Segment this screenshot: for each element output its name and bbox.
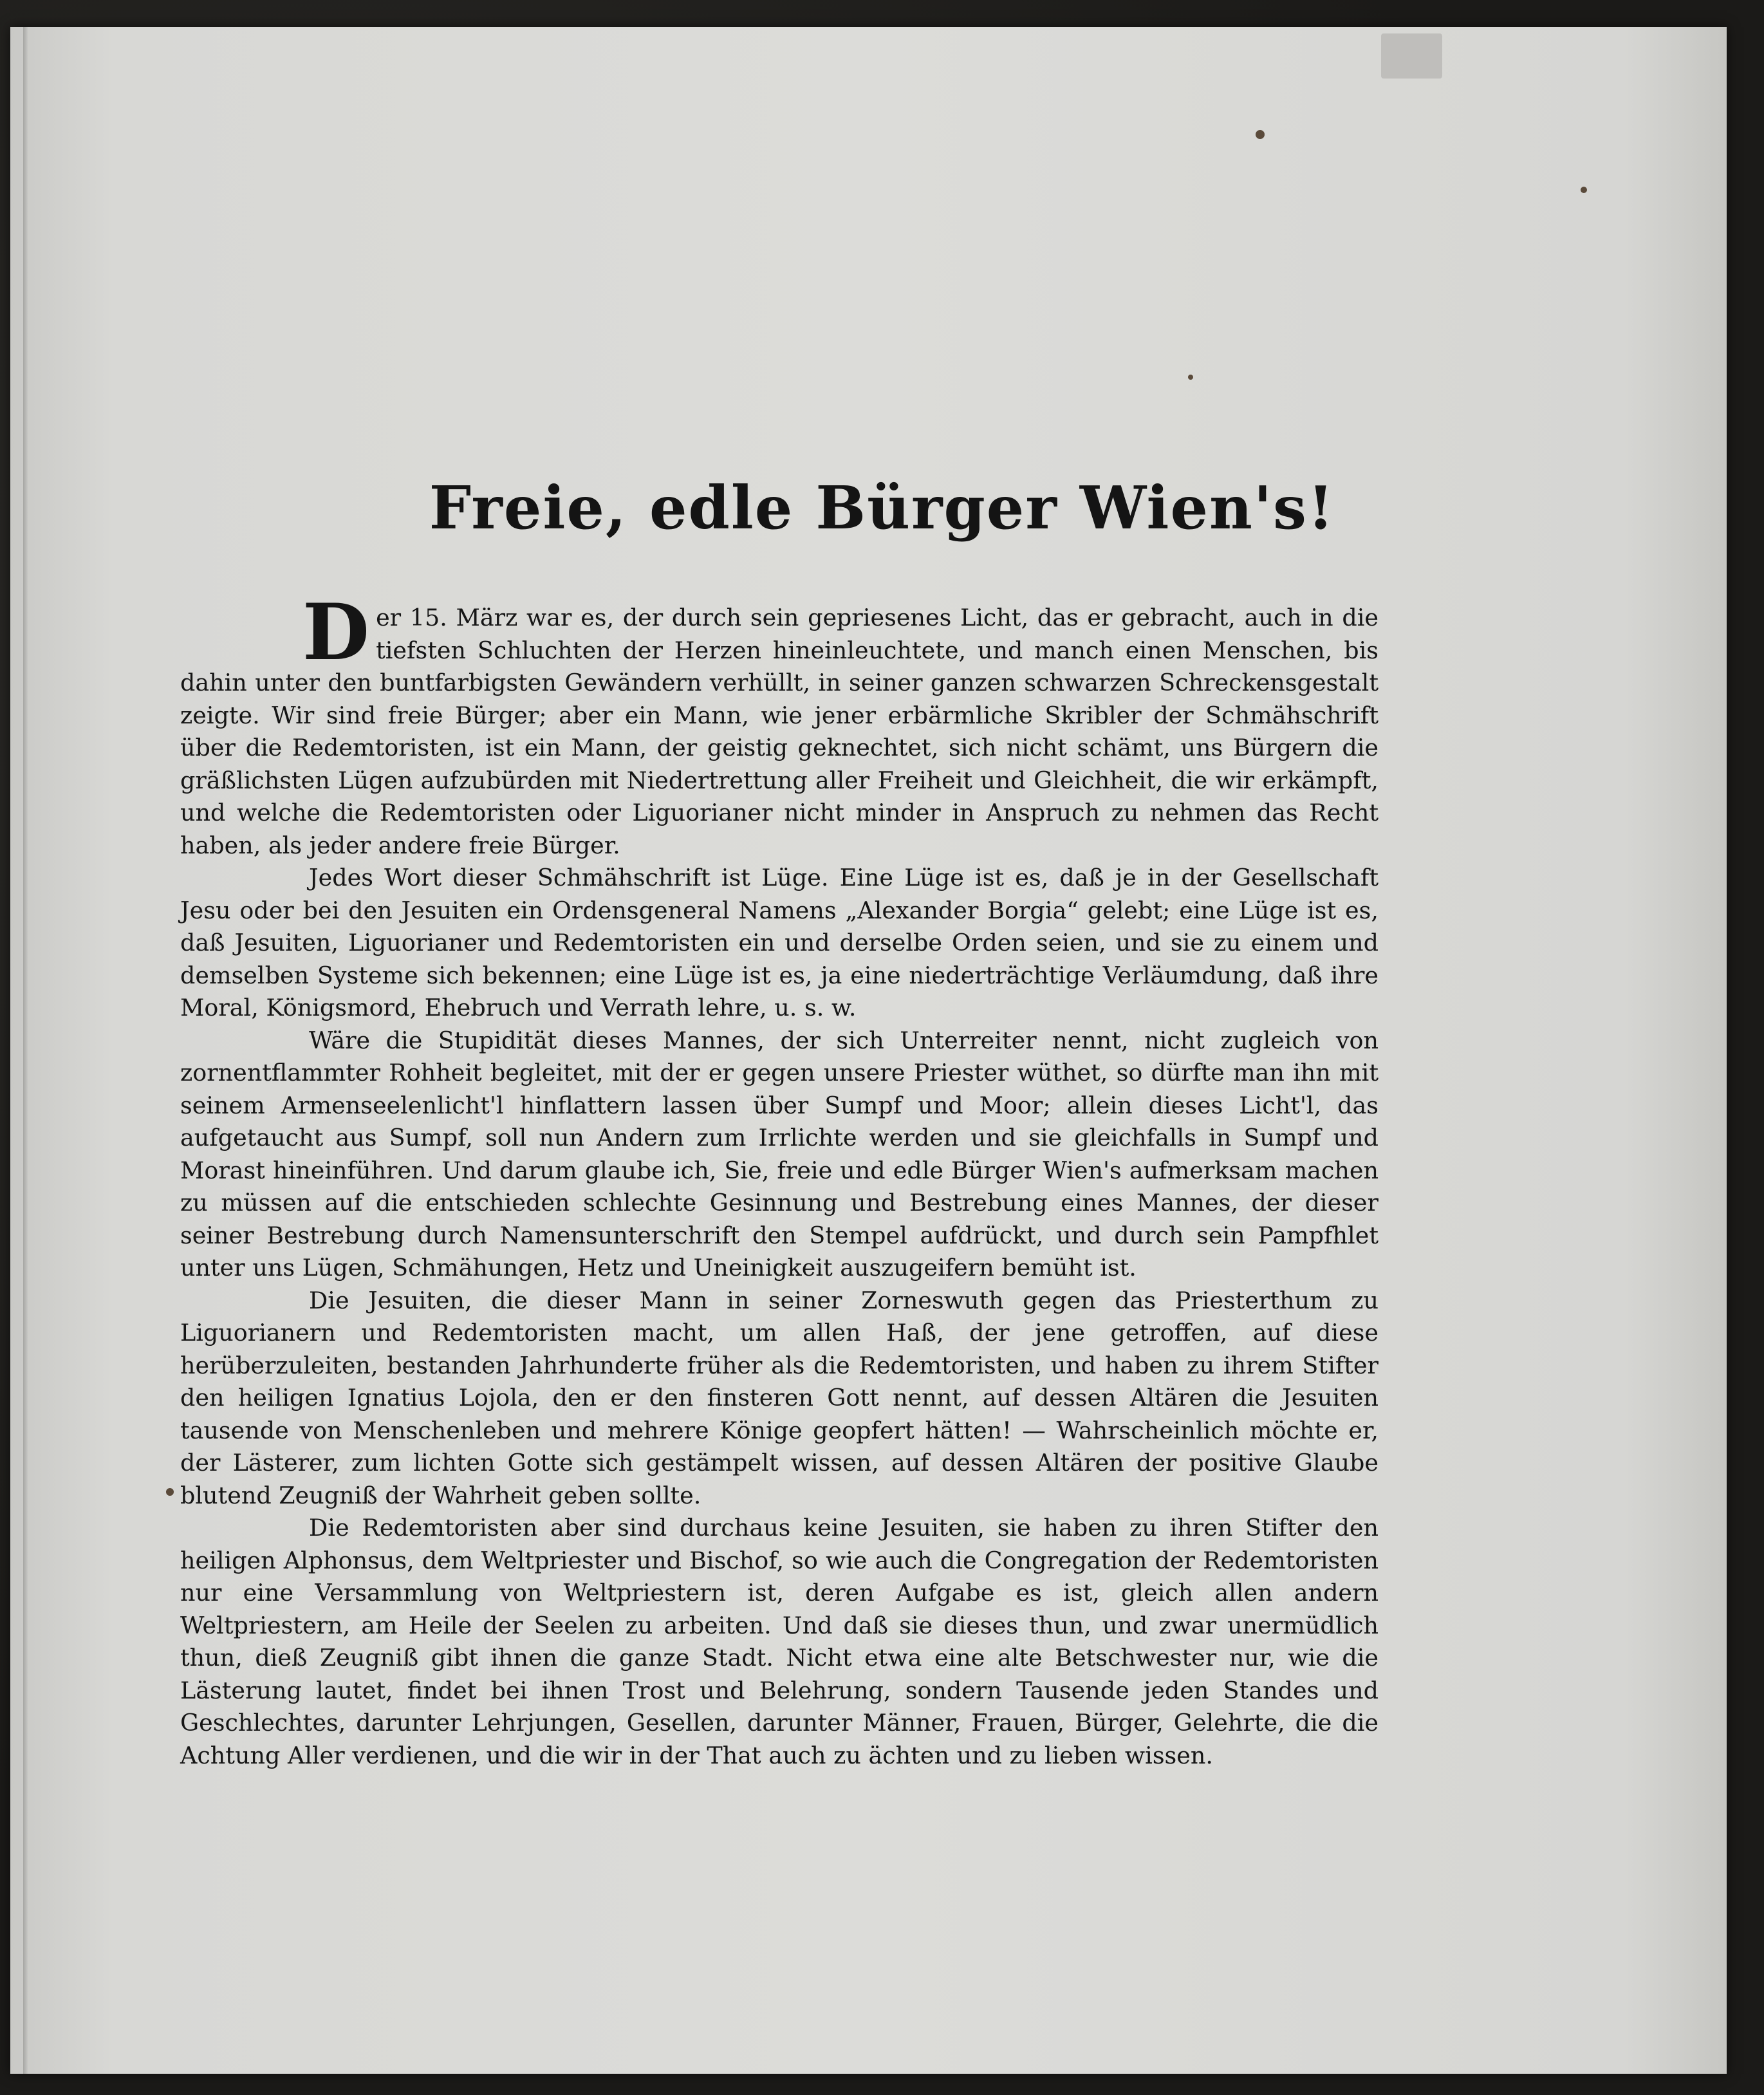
paragraph: Die Jesuiten, die dieser Mann in seiner Zorneswuth gegen das Priesterthum zu Liguorianern und Redemtoristen macht, um allen Haß, der jene getroffen, auf diese herüberzuleiten, bestanden Jahrhunderte früher als die Redemtoristen, und haben zu ihrem Stifter den heiligen Ignatius Lojola, den er den finsteren Gott nennt, auf dessen Altären die Jesuiten tausende von Menschenleben und mehrere Könige geopfert hätten! — Wahrscheinlich möchte er, der Lästerer, zum lichten Gotte sich gestämpelt wissen, auf dessen Altären der positive Glaube blutend Zeugniß der Wahrheit geben sollte. xyxy=(180,1286,1379,1509)
paper-speck xyxy=(1256,130,1265,139)
paper-corner-tab xyxy=(1381,33,1442,79)
paragraph xyxy=(180,587,1379,862)
paragraph-text: er 15. März war es, der durch sein gepriesenes Licht, das er gebracht, auch in die tiefsten Schluchten der Herzen hineinleuchtete, und manch einen Menschen, bis dahin unter den buntfarbigsten Gewändern verhüllt, in seiner ganzen schwarzen Schreckensgestalt zeigte. Wir sind freie Bürger; aber ein Mann, wie jener erbärmliche Skribler der Schmähschrift über die Redemtoristen, ist ein Mann, der geistig geknechtet, sich nicht schämt, uns Bürgern die gräßlichsten Lügen aufzubürden mit Niedertrettung aller Freiheit und Gleichheit, die wir erkämpft, und welche die Redemtoristen oder Liguorianer nicht minder in Anspruch zu nehmen das Recht haben, als jeder andere freie Bürger. xyxy=(180,604,1379,859)
paragraph: Wäre die Stupidität dieses Mannes, der sich Unterreiter nennt, nicht zugleich von zornentflammter Rohheit begleitet, mit der er gegen unsere Priester wüthet, so dürfte man ihn mit seinem Armenseelenlicht'l hinflattern lassen über Sumpf und Moor; allein dieses Licht'l, das aufgetaucht aus Sumpf, soll nun Andern zum Irrlichte werden und sie gleichfalls in Sumpf und Morast hineinführen. Und darum glaube ich, Sie, freie und edle Bürger Wien's aufmerksam machen zu müssen auf die entschieden schlechte Gesinnung und Bestrebung eines Mannes, der dieser seiner Bestrebung durch Namensunterschrift den Stempel aufdrückt, und durch sein Pampfhlet unter uns Lügen, Schmähungen, Hetz und Uneinigkeit auszugeifern bemüht ist. xyxy=(180,1026,1379,1281)
paper-speck xyxy=(1581,187,1587,193)
document-body xyxy=(180,587,1379,1772)
paragraph: Jedes Wort dieser Schmähschrift ist Lüge. Eine Lüge ist es, daß je in der Gesellschaft Jesu oder bei den Jesuiten ein Ordensgeneral Namens „Alexander Borgia“ gelebt; eine Lüge ist es, daß Jesuiten, Liguorianer und Redemtoristen ein und derselbe Orden seien, und sie zu einem und demselben Systeme sich bekennen; eine Lüge ist es, ja eine niederträchtige Verläumdung, daß ihre Moral, Königsmord, Ehebruch und Verrath lehre, u. s. w. xyxy=(180,864,1379,1021)
paragraph: Die Redemtoristen aber sind durchaus keine Jesuiten, sie haben zu ihren Stifter den heiligen Alphonsus, dem Weltpriester und Bischof, so wie auch die Congregation der Redemtoristen nur eine Versammlung von Weltpriestern ist, deren Aufgabe es ist, gleich allen andern Weltpriestern, am Heile der Seelen zu arbeiten. Und daß sie dieses thun, und zwar unermüdlich thun, dieß Zeugniß gibt ihnen die ganze Stadt. Nicht etwa eine alte Betschwester nur, wie die Lästerung lautet, findet bei ihnen Trost und Belehrung, sondern Tausende jeden Standes und Geschlechtes, darunter Lehrjungen, Gesellen, darunter Männer, Frauen, Bürger, Gelehrte, die die Achtung Aller verdienen, und die wir in der That auch zu ächten und zu lieben wissen. xyxy=(180,1514,1379,1769)
drop-cap: D xyxy=(302,587,370,678)
paper-speck xyxy=(166,1488,174,1496)
document-title: Freie, edle Bürger Wien's! xyxy=(429,473,1335,543)
page-fold-shadow xyxy=(23,27,28,2074)
